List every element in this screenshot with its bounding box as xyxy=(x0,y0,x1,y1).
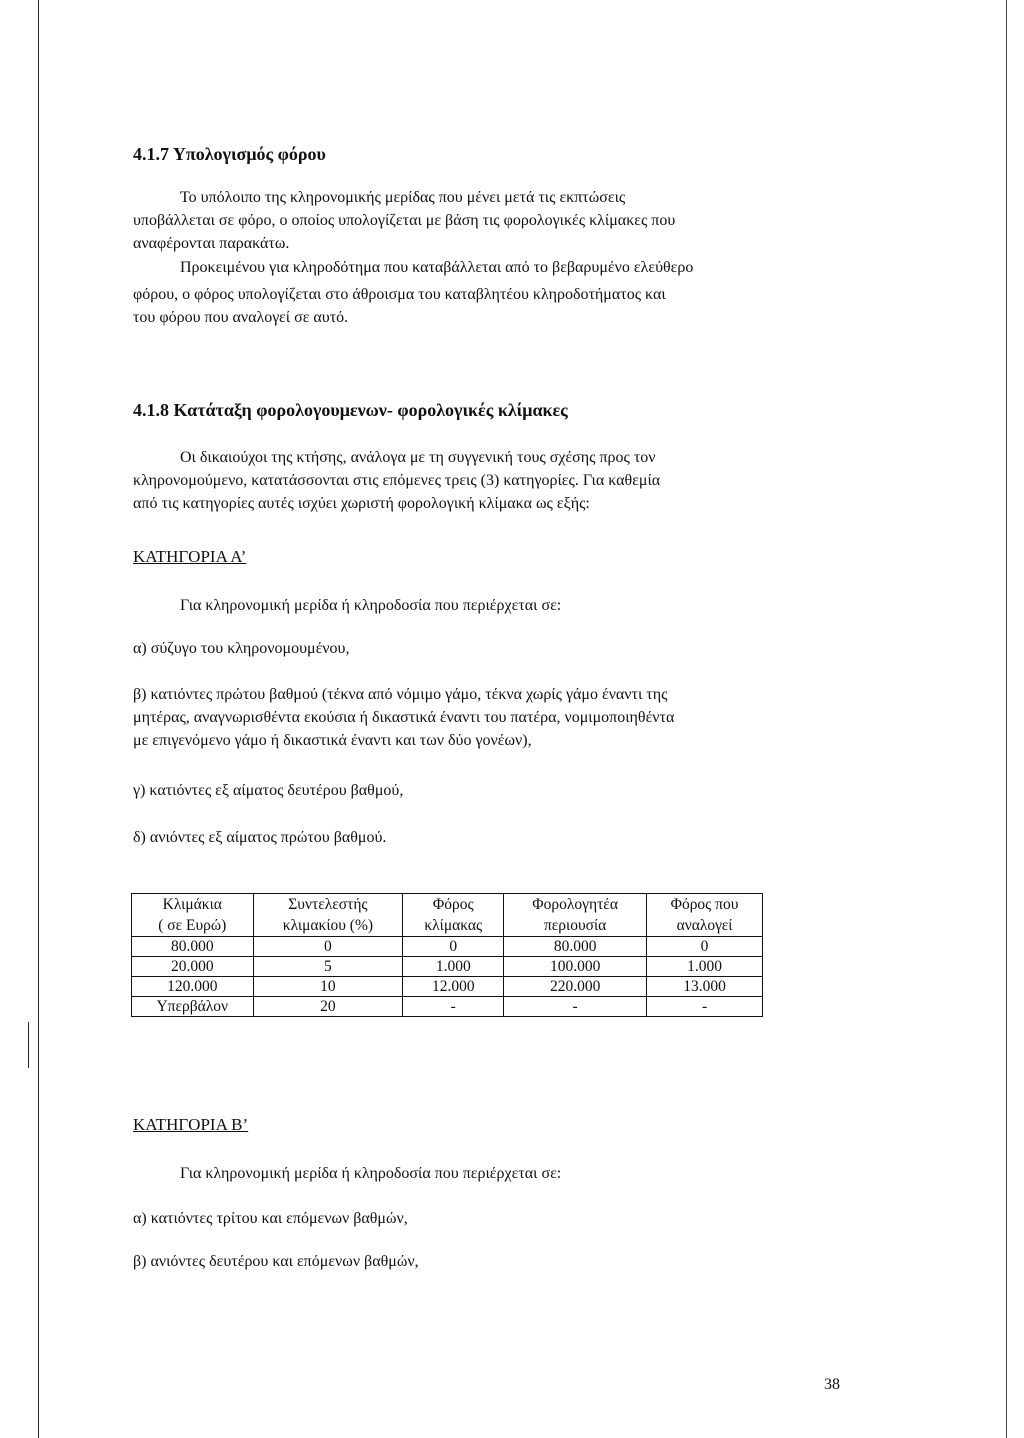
table-row xyxy=(132,977,763,997)
paragraph-line: Προκειμένου για κληροδότημα που καταβάλλεται από το βεβαρυμένο ελεύθερο xyxy=(180,259,694,276)
list-item: γ) κατιόντες εξ αίματος δευτέρου βαθμού, xyxy=(133,782,404,799)
table-cell: 220.000 xyxy=(504,977,647,997)
paragraph-line: από τις κατηγορίες αυτές ισχύει χωριστή φορολογική κλίμακα ως εξής: xyxy=(133,495,590,512)
list-item: α) σύζυγο του κληρονομουμένου, xyxy=(133,640,350,657)
left-margin-mark xyxy=(28,1022,29,1068)
table-cell: 10 xyxy=(253,977,403,997)
table-cell: 100.000 xyxy=(504,957,647,977)
table-cell: 0 xyxy=(253,937,403,957)
list-item: με επιγενόμενο γάμο ή δικαστικά έναντι και των δύο γονέων), xyxy=(133,732,532,749)
table-cell: 5 xyxy=(253,957,403,977)
paragraph-line: του φόρου που αναλογεί σε αυτό. xyxy=(133,309,349,326)
list-item: δ) ανιόντες εξ αίματος πρώτου βαθμού. xyxy=(133,829,387,846)
table-header-cell: Κλιμάκια ( σε Ευρώ) xyxy=(132,894,254,937)
page-number: 38 xyxy=(824,1376,840,1393)
table-row xyxy=(132,957,763,977)
right-margin-line xyxy=(1006,0,1007,1438)
table-cell: 13.000 xyxy=(647,977,763,997)
table-header-cell: Φόρος που αναλογεί xyxy=(647,894,763,937)
section-heading-417: 4.1.7 Υπολογισμός φόρου xyxy=(133,144,326,164)
list-item: α) κατιόντες τρίτου και επόμενων βαθμών, xyxy=(133,1210,408,1227)
table-cell: Υπερβάλον xyxy=(132,997,254,1017)
table-cell: - xyxy=(403,997,504,1017)
table-header-cell: Φορολογητέα περιουσία xyxy=(504,894,647,937)
category-a-intro: Για κληρονομική μερίδα ή κληροδοσία που περιέρχεται σε: xyxy=(180,597,562,614)
table-cell: 80.000 xyxy=(132,937,254,957)
list-item: μητέρας, αναγνωρισθέντα εκούσια ή δικαστικά έναντι του πατέρα, νομιμοποιηθέντα xyxy=(133,709,675,726)
table-cell: 20.000 xyxy=(132,957,254,977)
paragraph-line: υποβάλλεται σε φόρο, ο οποίος υπολογίζεται με βάση τις φορολογικές κλίμακες που xyxy=(133,212,676,229)
table-cell: 1.000 xyxy=(647,957,763,977)
paragraph-line: αναφέρονται παρακάτω. xyxy=(133,235,290,252)
paragraph-line: Το υπόλοιπο της κληρονομικής μερίδας που μένει μετά τις εκπτώσεις xyxy=(180,189,626,206)
table-cell: - xyxy=(504,997,647,1017)
table-header-cell: Φόρος κλίμακας xyxy=(403,894,504,937)
left-margin-line xyxy=(38,0,39,1438)
section-heading-418: 4.1.8 Κατάταξη φορολογουμενων- φορολογικές κλίμακες xyxy=(133,400,568,420)
paragraph-line: κληρονομούμενο, κατατάσσονται στις επόμενες τρεις (3) κατηγορίες. Για καθεμία xyxy=(133,472,661,489)
table-row xyxy=(132,937,763,957)
list-item: β) κατιόντες πρώτου βαθμού (τέκνα από νόμιμο γάμο, τέκνα χωρίς γάμο έναντι της xyxy=(133,686,668,703)
table-cell: 0 xyxy=(647,937,763,957)
table-row xyxy=(132,997,763,1017)
table-cell: 0 xyxy=(403,937,504,957)
paragraph-line: φόρου, ο φόρος υπολογίζεται στο άθροισμα του καταβλητέου κληροδοτήματος και xyxy=(133,286,666,303)
list-item: β) ανιόντες δευτέρου και επόμενων βαθμών, xyxy=(133,1253,419,1270)
category-b-title: ΚΑΤΗΓΟΡΙΑ Β’ xyxy=(133,1115,249,1134)
table-header-row xyxy=(132,894,763,937)
table-cell: 120.000 xyxy=(132,977,254,997)
table-cell: 80.000 xyxy=(504,937,647,957)
table-header-cell: Συντελεστής κλιμακίου (%) xyxy=(253,894,403,937)
paragraph-line: Οι δικαιούχοι της κτήσης, ανάλογα με τη συγγενική τους σχέσης προς τον xyxy=(180,449,656,466)
category-b-intro: Για κληρονομική μερίδα ή κληροδοσία που περιέρχεται σε: xyxy=(180,1165,562,1182)
category-a-title: ΚΑΤΗΓΟΡΙΑ Α’ xyxy=(133,547,247,566)
table-cell: 12.000 xyxy=(403,977,504,997)
tax-scale-table xyxy=(131,893,763,1017)
table-cell: - xyxy=(647,997,763,1017)
table-cell: 20 xyxy=(253,997,403,1017)
table-cell: 1.000 xyxy=(403,957,504,977)
